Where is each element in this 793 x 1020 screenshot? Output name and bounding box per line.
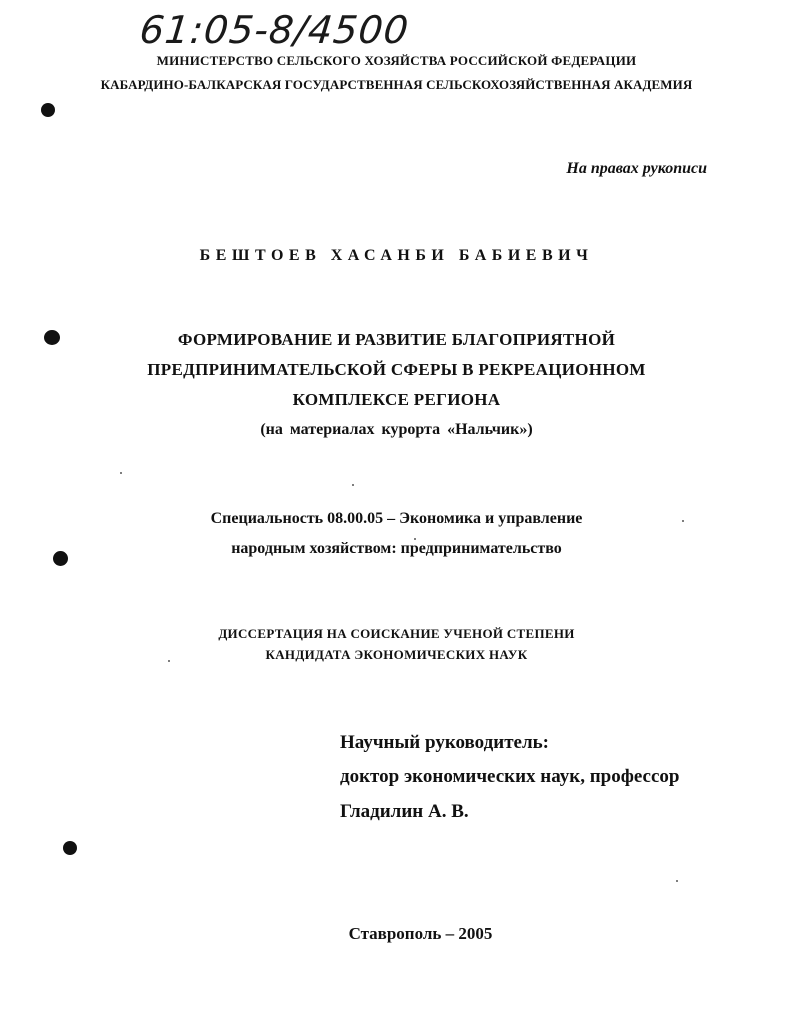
scan-speck <box>120 472 122 474</box>
handwritten-code: 61:05-8/4500 <box>137 8 412 52</box>
title-subtitle: (на материалах курорта «Нальчик») <box>260 421 533 438</box>
title-line-1: ФОРМИРОВАНИЕ И РАЗВИТИЕ БЛАГОПРИЯТНОЙ <box>177 330 616 349</box>
dissertation-line-1: ДИССЕРТАЦИЯ НА СОИСКАНИЕ УЧЕНОЙ СТЕПЕНИ <box>218 626 575 641</box>
title-line-3: КОМПЛЕКСЕ РЕГИОНА <box>292 390 501 409</box>
punch-hole-mark <box>53 551 68 566</box>
punch-hole-mark <box>63 841 77 855</box>
scan-speck <box>414 538 416 540</box>
scan-speck <box>168 660 170 662</box>
scan-speck <box>676 880 678 882</box>
academy-header: КАБАРДИНО-БАЛКАРСКАЯ ГОСУДАРСТВЕННАЯ СЕЛЬСКОХОЗЯЙСТВЕННАЯ АКАДЕМИЯ <box>100 77 693 92</box>
author-name: БЕШТОЕВ ХАСАНБИ БАБИЕВИЧ <box>199 247 594 264</box>
title-line-2: ПРЕДПРИНИМАТЕЛЬСКОЙ СФЕРЫ В РЕКРЕАЦИОННОМ <box>147 360 646 379</box>
manuscript-note: На правах рукописи <box>566 160 707 177</box>
city-year: Ставрополь – 2005 <box>348 924 493 943</box>
specialty-line-2: народным хозяйством: предпринимательство <box>231 540 562 557</box>
dissertation-line-2: КАНДИДАТА ЭКОНОМИЧЕСКИХ НАУК <box>265 647 528 662</box>
punch-hole-mark <box>41 103 55 117</box>
scan-speck <box>352 484 354 486</box>
supervisor-label: Научный руководитель: <box>340 732 549 753</box>
specialty-line-1: Специальность 08.00.05 – Экономика и управление <box>210 510 583 527</box>
supervisor-name: Гладилин А. В. <box>340 801 469 822</box>
scan-speck <box>682 520 684 522</box>
ministry-header: МИНИСТЕРСТВО СЕЛЬСКОГО ХОЗЯЙСТВА РОССИЙСКОЙ ФЕДЕРАЦИИ <box>156 53 637 68</box>
punch-hole-mark <box>44 330 60 345</box>
supervisor-degree: доктор экономических наук, профессор <box>340 766 680 787</box>
